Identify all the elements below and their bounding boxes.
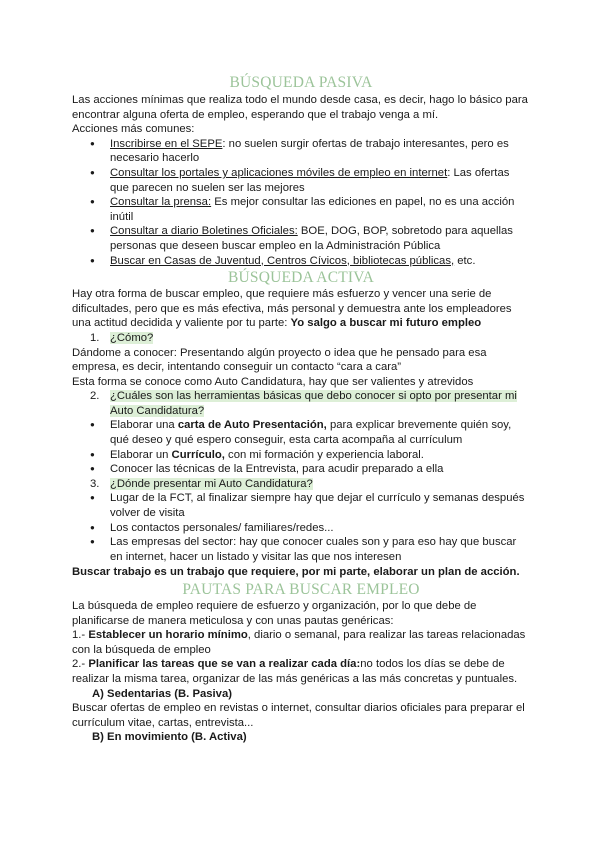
pautas-intro: La búsqueda de empleo requiere de esfuerzo y organización, por lo que debe de planificarse de manera meticulosa y con unas pautas genéricas: xyxy=(72,600,477,627)
item-text: BOE, DOG, BOP, sobretodo para aquellas personas que deseen buscar empleo en la Administración Pública xyxy=(110,225,513,252)
list-item xyxy=(72,137,530,166)
item-bold: carta de Auto Presentación, xyxy=(177,419,327,432)
item-text: con mi formación y experiencia laboral. xyxy=(224,448,424,461)
activa-intro-text: Hay otra forma de buscar empleo, que requiere más esfuerzo y vencer una serie de dificultades, pero que es más efectiva, más personal y demuestra ante los empleadores una actitud decidida y valiente por tu parte: xyxy=(72,288,512,330)
item-underlined: Consultar la prensa: xyxy=(110,196,212,209)
item-text: Conocer las técnicas de la Entrevista, para acudir preparado a ella xyxy=(110,463,444,476)
pautas-step-2 xyxy=(72,657,530,686)
item-underlined: Buscar en Casas de Juventud, Centros Cívicos, bibliotecas públicas, xyxy=(110,254,455,267)
activa-paragraph-1: Dándome a conocer: Presentando algún proyecto o idea que he pensado para esa empresa, es decir, intentando conseguir un contacto “cara a cara” xyxy=(72,346,487,374)
step-number: 1.- xyxy=(72,629,89,642)
question-text: ¿Cuáles son las herramientas básicas que debo conocer si opto por presentar mi Auto Candidatura? xyxy=(110,390,517,417)
list-item xyxy=(72,448,530,463)
activa-intro xyxy=(72,287,530,331)
activa-paragraph-2: Esta forma se conoce como Auto Candidatura, hay que ser valientes y atrevidos xyxy=(72,375,474,388)
step-bold: Establecer un horario mínimo xyxy=(88,629,248,642)
item-underlined: Consultar los portales y aplicaciones móviles de empleo en internet xyxy=(110,166,448,179)
question-2-list xyxy=(72,389,530,418)
list-item xyxy=(72,462,530,477)
question-text: ¿Dónde presentar mi Auto Candidatura? xyxy=(110,477,313,490)
step-text: , diario o semanal, para realizar las tareas relacionadas con la búsqueda de empleo xyxy=(72,629,526,656)
question-1 xyxy=(72,331,530,346)
closing-bold: Buscar trabajo es un trabajo que requiere, por mi parte, elaborar un plan de acción. xyxy=(72,566,520,579)
item-bold: Currículo, xyxy=(171,448,225,461)
activa-intro-bold: Yo salgo a buscar mi futuro empleo xyxy=(290,317,482,330)
step-number: 2.- xyxy=(72,658,89,671)
question-3-list xyxy=(72,477,530,492)
item-text: etc. xyxy=(454,254,476,267)
question-2 xyxy=(72,389,530,418)
question-text: ¿Cómo? xyxy=(110,331,154,344)
list-item xyxy=(72,195,530,224)
item-text: : Las ofertas que parecen no suelen ser las mejores xyxy=(110,166,510,194)
list-item xyxy=(72,224,530,253)
list-item xyxy=(72,418,530,447)
heading-busqueda-activa: BÚSQUEDA ACTIVA xyxy=(227,269,375,287)
document-page xyxy=(72,0,530,745)
list-item: ● Las empresas del sector: hay que conocer cuales son y para eso hay que buscar en internet, hacer un listado y visitar las que nos interesen xyxy=(72,535,530,564)
list-item xyxy=(72,166,530,195)
tools-list xyxy=(72,418,530,476)
item-text: para explicar brevemente quién soy, qué deseo y qué espero conseguir, esta carta acompaña al currículum xyxy=(110,419,512,447)
pasiva-list xyxy=(72,137,530,268)
item-text: Es mejor consultar las ediciones en papel, no es una acción inútil xyxy=(110,196,515,223)
step-text: no todos los días se debe de realizar la misma tarea, organizar de las más genéricas a las más concretas y puntuales. xyxy=(72,658,518,685)
list-item xyxy=(72,254,530,269)
list-item: ● Los contactos personales/ familiares/redes... xyxy=(72,521,530,536)
question-number: 1. xyxy=(90,331,100,344)
question-number: 3. xyxy=(90,477,100,490)
subheading-sedentarias: A) Sedentarias (B. Pasiva) xyxy=(92,687,233,700)
pautas-paragraph-a: Buscar ofertas de empleo en revistas o internet, consultar diarios oficiales para preparar el currículum vitae, cartas, entrevista... xyxy=(72,702,525,729)
question-3 xyxy=(72,477,530,492)
heading-pautas: PAUTAS PARA BUSCAR EMPLEO xyxy=(182,581,420,598)
list-item: ● Lugar de la FCT, al finalizar siempre hay que dejar el currículo y semanas después volver de visita xyxy=(72,491,530,520)
item-text: Elaborar un xyxy=(110,448,172,461)
item-underlined: Consultar a diario Boletines Oficiales: xyxy=(110,225,298,238)
subheading-en-movimiento: B) En movimiento (B. Activa) xyxy=(92,731,247,744)
question-number: 2. xyxy=(90,390,100,403)
item-underlined: Inscribirse en el SEPE xyxy=(110,137,223,150)
item-text: Elaborar una xyxy=(110,419,178,432)
heading-busqueda-pasiva: BÚSQUEDA PASIVA xyxy=(229,74,373,91)
step-bold: Planificar las tareas que se van a realizar cada día: xyxy=(88,658,361,671)
pautas-step-1 xyxy=(72,628,530,657)
places-list xyxy=(72,491,530,564)
pasiva-lead: Acciones más comunes: xyxy=(72,123,195,136)
question-1-list xyxy=(72,331,530,346)
pasiva-intro: Las acciones mínimas que realiza todo el mundo desde casa, es decir, hago lo básico para encontrar alguna oferta de empleo, esperando que el trabajo venga a mí. xyxy=(72,94,528,121)
item-text: : no suelen surgir ofertas de trabajo interesantes, pero es necesario hacerlo xyxy=(110,137,509,165)
activa-closing xyxy=(72,565,530,580)
